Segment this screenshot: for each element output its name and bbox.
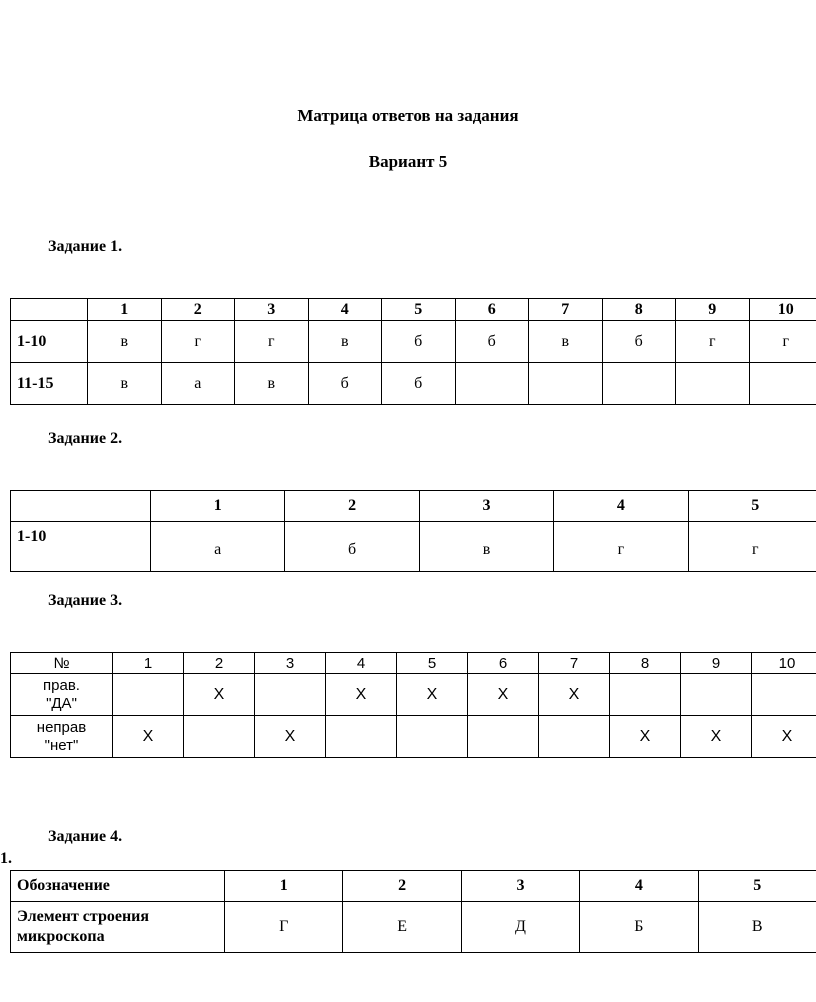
table-row [11, 363, 816, 405]
task4-subnumber: 1. [0, 850, 12, 867]
answer-cell: в [308, 321, 382, 363]
table-row [11, 522, 816, 572]
column-header: 3 [419, 491, 553, 522]
answer-cell: в [529, 321, 603, 363]
answer-cell: г [676, 321, 750, 363]
answer-cell: в [235, 363, 309, 405]
answer-cell [752, 674, 816, 716]
column-header: 9 [681, 653, 752, 674]
answer-cell: г [688, 522, 816, 572]
answer-cell: Х [610, 716, 681, 758]
column-header: 5 [397, 653, 468, 674]
answer-cell: Г [225, 902, 343, 953]
answer-cell: в [88, 363, 162, 405]
column-header: 6 [455, 299, 529, 321]
corner-cell [11, 299, 88, 321]
column-header: 8 [602, 299, 676, 321]
column-header: 5 [382, 299, 456, 321]
column-header: 1 [151, 491, 285, 522]
column-header: 10 [752, 653, 816, 674]
task1-table [10, 298, 816, 405]
answer-cell: Х [184, 674, 255, 716]
table-row [11, 674, 816, 716]
answer-cell: б [455, 321, 529, 363]
column-header: 9 [676, 299, 750, 321]
answer-cell: а [151, 522, 285, 572]
row-label: 1-10 [11, 522, 151, 572]
answer-cell [749, 363, 816, 405]
column-header: 1 [113, 653, 184, 674]
row-label-line: прав. [43, 676, 80, 694]
answer-cell: в [88, 321, 162, 363]
answer-cell: а [161, 363, 235, 405]
table-row [11, 902, 816, 953]
page-title: Матрица ответов на задания [297, 106, 519, 125]
answer-cell [468, 716, 539, 758]
task1-heading: Задание 1. [48, 238, 123, 255]
answer-cell: г [161, 321, 235, 363]
table-header-row [11, 871, 816, 902]
column-header: 1 [225, 871, 343, 902]
row-label-line: "ДА" [46, 694, 77, 712]
task2-table [10, 490, 816, 572]
row-label-line: микроскопа [17, 928, 105, 945]
row-label: 1-10 [11, 321, 88, 363]
answer-cell: г [749, 321, 816, 363]
column-header: 7 [539, 653, 610, 674]
column-header: 2 [285, 491, 419, 522]
answer-cell: Х [752, 716, 816, 758]
answer-cell: Е [343, 902, 461, 953]
row-label [11, 674, 113, 716]
answer-cell [255, 674, 326, 716]
answer-cell: Х [255, 716, 326, 758]
row-label-line: Элемент строения [17, 908, 150, 925]
table-row [11, 321, 816, 363]
task3-table [10, 652, 816, 758]
row-label: 11-15 [11, 363, 88, 405]
answer-cell: в [419, 522, 553, 572]
task4-table [10, 870, 816, 953]
column-header: 5 [698, 871, 816, 902]
column-header: 3 [255, 653, 326, 674]
column-header: 6 [468, 653, 539, 674]
answer-cell [184, 716, 255, 758]
answer-cell: г [554, 522, 688, 572]
column-header: 5 [688, 491, 816, 522]
row-label-line: "нет" [44, 736, 79, 754]
task4-heading: Задание 4. [48, 828, 123, 845]
answer-cell [397, 716, 468, 758]
column-header: 7 [529, 299, 603, 321]
column-header: 3 [235, 299, 309, 321]
column-header: 2 [343, 871, 461, 902]
answer-cell [326, 716, 397, 758]
answer-cell [529, 363, 603, 405]
answer-cell: Д [461, 902, 579, 953]
column-header: 4 [554, 491, 688, 522]
answer-cell [681, 674, 752, 716]
variant-title: Вариант 5 [368, 152, 448, 171]
corner-cell [11, 491, 151, 522]
answer-cell: Х [397, 674, 468, 716]
row-label [11, 902, 225, 953]
answer-cell: б [382, 321, 456, 363]
table-header-row [11, 653, 816, 674]
answer-cell [676, 363, 750, 405]
row-label [11, 716, 113, 758]
answer-cell [113, 674, 184, 716]
column-header: 8 [610, 653, 681, 674]
answer-cell: б [382, 363, 456, 405]
column-header: 4 [580, 871, 698, 902]
column-header: 1 [88, 299, 162, 321]
task2-heading: Задание 2. [48, 430, 123, 447]
answer-cell: Х [326, 674, 397, 716]
answer-cell: б [308, 363, 382, 405]
designation-header: Обозначение [11, 871, 225, 902]
column-header: 2 [161, 299, 235, 321]
answer-cell: Б [580, 902, 698, 953]
table-row [11, 716, 816, 758]
answer-cell: б [285, 522, 419, 572]
answer-cell [539, 716, 610, 758]
answer-cell [455, 363, 529, 405]
table-header-row [11, 299, 816, 321]
answer-cell: г [235, 321, 309, 363]
answer-cell [602, 363, 676, 405]
column-header: 2 [184, 653, 255, 674]
answer-cell: Х [539, 674, 610, 716]
row-label-line: неправ [36, 718, 87, 736]
answer-cell: Х [681, 716, 752, 758]
answer-cell: Х [468, 674, 539, 716]
answer-cell: В [698, 902, 816, 953]
column-header: 10 [749, 299, 816, 321]
column-header: 4 [326, 653, 397, 674]
answer-cell [610, 674, 681, 716]
task3-heading: Задание 3. [48, 592, 123, 609]
table-header-row [11, 491, 816, 522]
column-header: 4 [308, 299, 382, 321]
number-sign-header: № [11, 653, 113, 674]
column-header: 3 [461, 871, 579, 902]
answer-cell: Х [113, 716, 184, 758]
answer-cell: б [602, 321, 676, 363]
